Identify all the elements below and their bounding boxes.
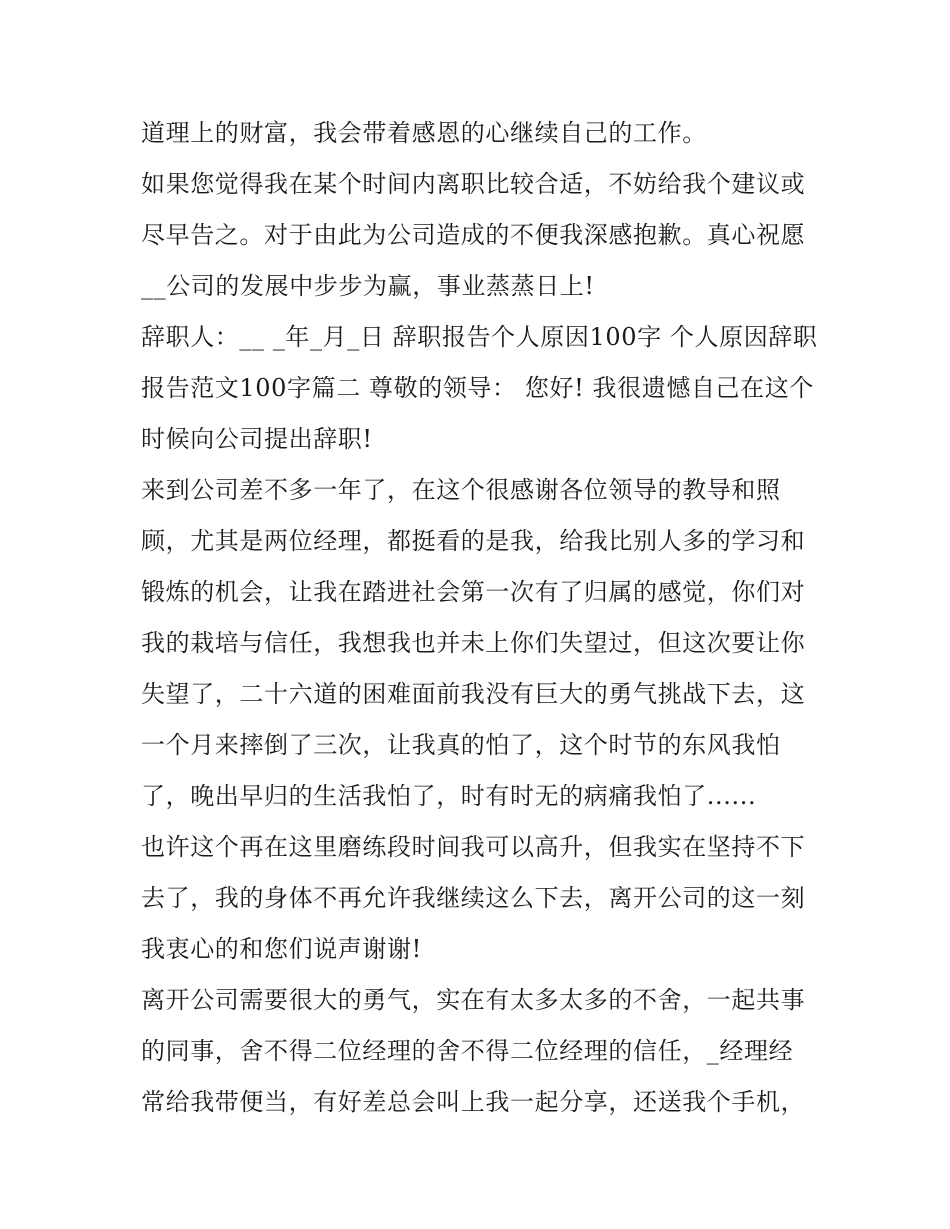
text-line: 失望了，二十六道的困难面前我没有巨大的勇气挑战下去，这 bbox=[141, 680, 806, 708]
text-line: 道理上的财富，我会带着感恩的心继续自己的工作。 bbox=[141, 119, 707, 147]
text-line: 时候向公司提出辞职! bbox=[141, 425, 373, 453]
text-line: 常给我带便当，有好差总会叫上我一起分享，还送我个手机， bbox=[141, 1088, 806, 1116]
text-line: 离开公司需要很大的勇气，实在有太多太多的不舍，一起共事 bbox=[141, 986, 806, 1014]
text-line: 锻炼的机会，让我在踏进社会第一次有了归属的感觉，你们对 bbox=[141, 578, 806, 606]
text-line: 一个月来摔倒了三次，让我真的怕了，这个时节的东风我怕 bbox=[141, 731, 781, 759]
body-text bbox=[141, 108, 821, 1128]
text-line: 去了，我的身体不再允许我继续这么下去，离开公司的这一刻 bbox=[141, 884, 806, 912]
text-line: 的同事，舍不得二位经理的舍不得二位经理的信任，_经理经 bbox=[141, 1037, 794, 1065]
text-line: 如果您觉得我在某个时间内离职比较合适，不妨给我个建议或 bbox=[141, 170, 806, 198]
text-line: 我衷心的和您们说声谢谢! bbox=[141, 935, 422, 963]
text-line: 尽早告之。对于由此为公司造成的不便我深感抱歉。真心祝愿 bbox=[141, 221, 806, 249]
text-line: 也许这个再在这里磨练段时间我可以高升，但我实在坚持不下 bbox=[141, 833, 806, 861]
text-line: 顾，尤其是两位经理，都挺看的是我，给我比别人多的学习和 bbox=[141, 527, 806, 555]
text-line: 报告范文100字篇二 尊敬的领导： 您好! 我很遗憾自己在这个 bbox=[141, 374, 814, 402]
text-line: 我的栽培与信任，我想我也并未上你们失望过，但这次要让你 bbox=[141, 629, 806, 657]
text-line: 来到公司差不多一年了，在这个很感谢各位领导的教导和照 bbox=[141, 476, 781, 504]
text-line: __公司的发展中步步为赢，事业蒸蒸日上! bbox=[141, 272, 595, 300]
text-line: 了，晚出早归的生活我怕了，时有时无的病痛我怕了...... bbox=[141, 782, 757, 810]
text-line: 辞职人：__ _年_月_日 辞职报告个人原因100字 个人原因辞职 bbox=[141, 323, 818, 351]
